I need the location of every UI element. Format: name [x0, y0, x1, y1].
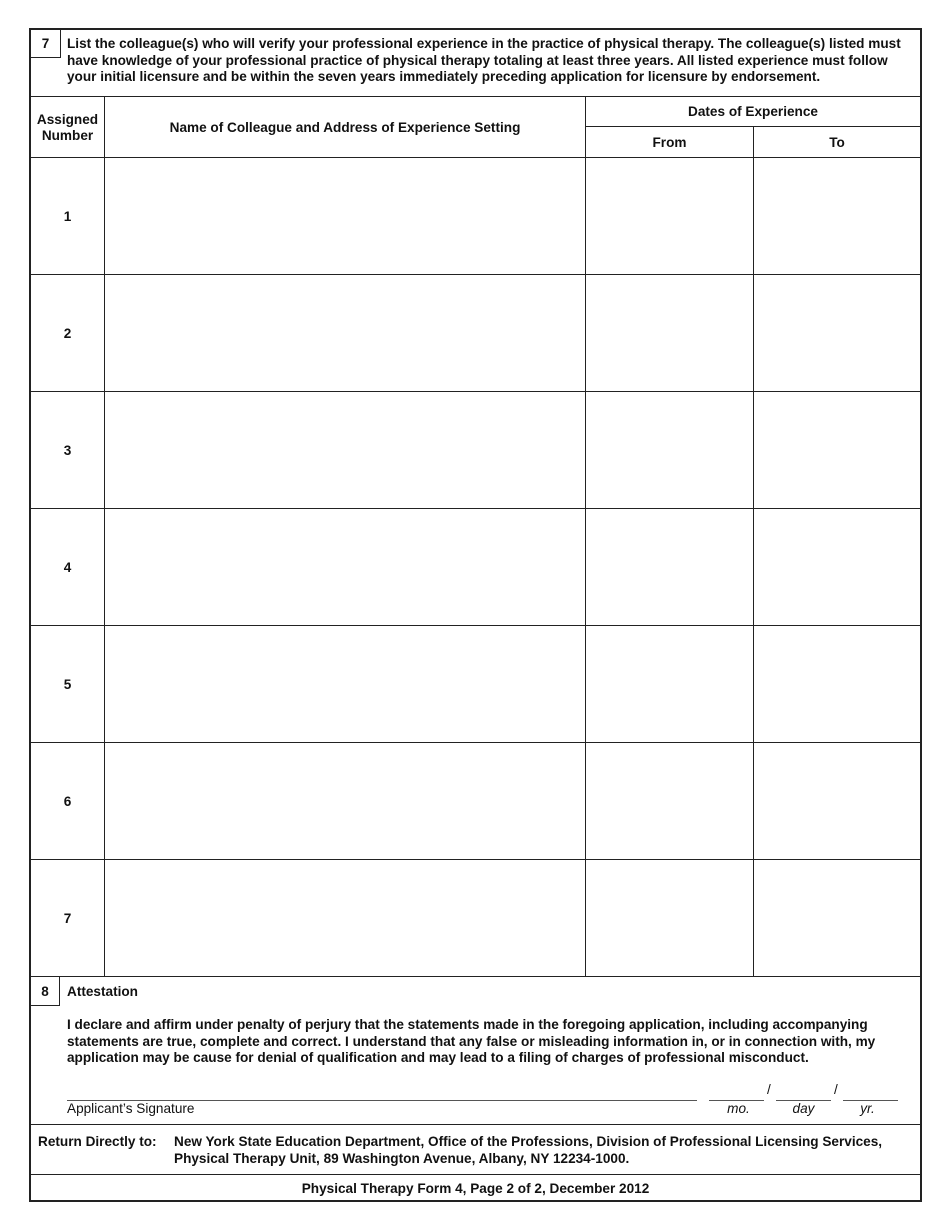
section-7-instructions: List the colleague(s) who will verify your professional experience in the practice of physical therapy. The colleague(s) listed must have knowledge of your professional practice of physical therapy totaling at least three years. All listed experience must follow your initial licensure and be within the seven years immediately preceding application for licensure by endorsement. — [67, 36, 901, 84]
from-date-field[interactable] — [586, 275, 754, 391]
table-row — [31, 509, 920, 626]
from-date-field[interactable] — [586, 158, 754, 274]
to-header: To — [829, 135, 845, 150]
from-date-field[interactable] — [586, 860, 754, 976]
row-number: 3 — [31, 392, 105, 508]
to-date-field[interactable] — [754, 743, 920, 859]
form-footer: Physical Therapy Form 4, Page 2 of 2, December 2012 — [301, 1181, 650, 1196]
colleague-name-field[interactable] — [105, 158, 586, 274]
table-header — [31, 97, 920, 158]
to-date-field[interactable] — [754, 275, 920, 391]
row-number: 6 — [31, 743, 105, 859]
colleague-name-field[interactable] — [105, 743, 586, 859]
from-date-field[interactable] — [586, 509, 754, 625]
row-number: 2 — [31, 275, 105, 391]
section-number: 7 — [31, 30, 61, 58]
attestation-statement: I declare and affirm under penalty of perjury that the statements made in the foregoing application, including accompanying statements are true, complete and correct. I understand that any false or misleading information in, or in connection with, my application may be cause for denial of qualification and may lead to a filing of charges of professional misconduct. — [67, 1017, 876, 1065]
row-number: 5 — [31, 626, 105, 742]
month-label: mo. — [727, 1101, 750, 1116]
section-7 — [31, 30, 920, 97]
attestation-title: Attestation — [67, 984, 138, 999]
table-row — [31, 626, 920, 743]
from-date-field[interactable] — [586, 743, 754, 859]
row-number: 4 — [31, 509, 105, 625]
dates-header — [586, 97, 920, 158]
assigned-number-header: Assigned Number — [31, 97, 105, 158]
form-page — [29, 28, 922, 1202]
to-date-field[interactable] — [754, 509, 920, 625]
colleague-name-field[interactable] — [105, 509, 586, 625]
row-number: 1 — [31, 158, 105, 274]
colleague-name-field[interactable] — [105, 626, 586, 742]
table-row — [31, 275, 920, 392]
from-date-field[interactable] — [586, 392, 754, 508]
colleague-table — [31, 97, 920, 977]
colleague-name-field[interactable] — [105, 275, 586, 391]
name-address-header: Name of Colleague and Address of Experience Setting — [105, 97, 586, 158]
table-row — [31, 743, 920, 860]
table-row — [31, 158, 920, 275]
colleague-name-field[interactable] — [105, 860, 586, 976]
to-date-field[interactable] — [754, 158, 920, 274]
row-number: 7 — [31, 860, 105, 976]
from-date-field[interactable] — [586, 626, 754, 742]
date-separator: / — [767, 1082, 771, 1097]
colleague-name-field[interactable] — [105, 392, 586, 508]
date-separator: / — [834, 1082, 838, 1097]
from-header: From — [586, 127, 754, 158]
return-address — [31, 1125, 920, 1175]
table-row — [31, 392, 920, 509]
table-row — [31, 860, 920, 977]
to-date-field[interactable] — [754, 392, 920, 508]
to-date-field[interactable] — [754, 626, 920, 742]
return-address-text: New York State Education Department, Office of the Professions, Division of Professional Licensing Services, Physical Therapy Unit, 89 Washington Avenue, Albany, NY 12234-1000. — [174, 1134, 883, 1166]
dates-of-experience-header: Dates of Experience — [586, 97, 920, 127]
year-label: yr. — [860, 1101, 875, 1116]
to-date-field[interactable] — [754, 860, 920, 976]
section-number: 8 — [31, 977, 60, 1006]
signature-label: Applicant’s Signature — [67, 1101, 195, 1116]
section-8-attestation — [31, 977, 920, 1125]
day-label: day — [792, 1101, 815, 1116]
return-label: Return Directly to: — [38, 1134, 157, 1149]
